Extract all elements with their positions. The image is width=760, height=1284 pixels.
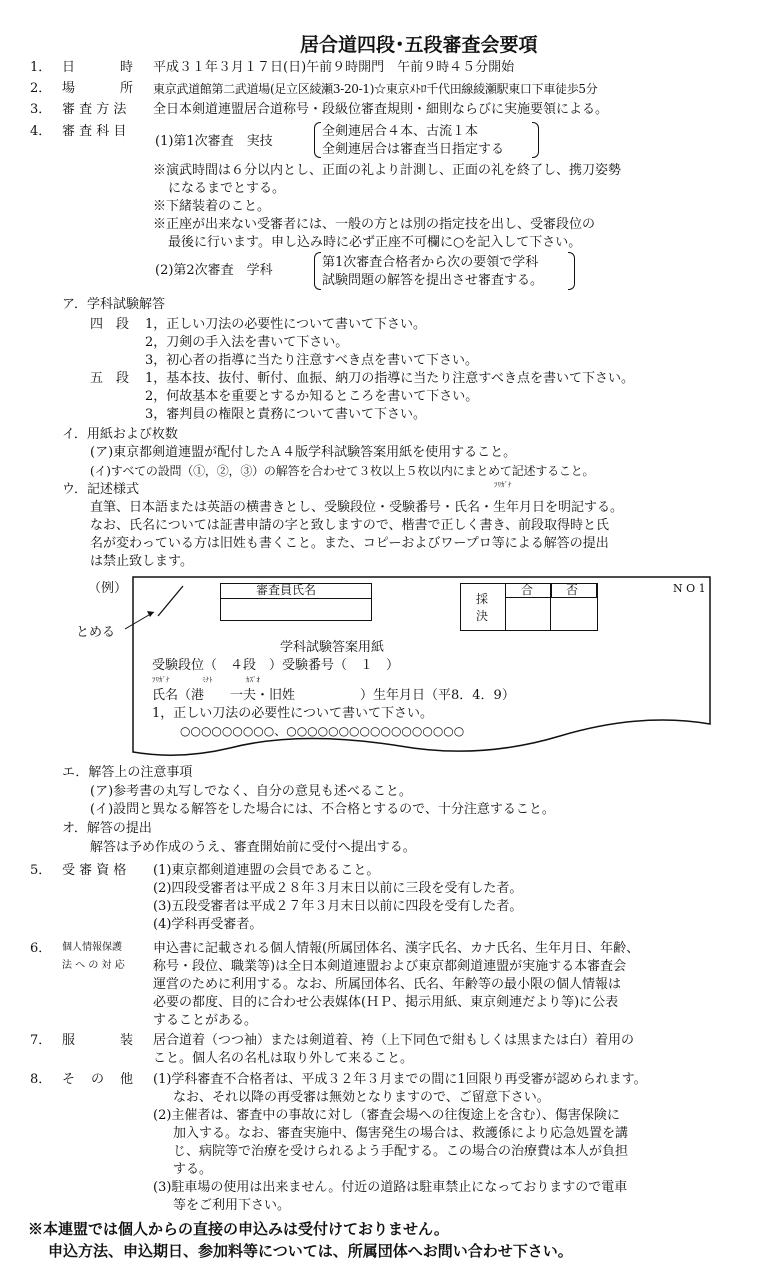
ruby-text: ｶｽﾞｵ bbox=[246, 676, 260, 684]
other-item: 等をご利用下さい。 bbox=[173, 1198, 291, 1213]
footer-notice: 申込方法、申込期日、参加料等については、所属団体へお問い合わせ下さい。 bbox=[48, 1242, 573, 1260]
section-label: 装 bbox=[120, 1033, 134, 1048]
section-label: 時 bbox=[120, 60, 134, 75]
other-item: する。 bbox=[173, 1162, 213, 1177]
fail-label: 否 bbox=[566, 583, 579, 597]
note-text: ※演武時間は６分以内とし、正面の礼より計測し、正面の礼を終了し、携刀姿勢 bbox=[153, 163, 622, 178]
section-number: 2． bbox=[30, 81, 52, 96]
question-item: 2，刀剣の手入法を書いて下さい。 bbox=[145, 335, 349, 350]
section-number: 4． bbox=[30, 124, 52, 139]
other-item: なお、それ以降の再受審は無効となりますので、ご留意下さい。 bbox=[173, 1090, 550, 1105]
grade-label: 五 段 bbox=[90, 371, 130, 386]
section-label: 他 bbox=[120, 1072, 134, 1087]
grade-label: 四 段 bbox=[90, 317, 130, 332]
caution-item: (イ)設問と異なる解答をした場合には、不合格とするので、十分注意すること。 bbox=[90, 802, 555, 817]
decision-divider bbox=[505, 583, 506, 630]
note-text: になるまでとする。 bbox=[168, 181, 286, 196]
section-label: 個人情報保護 bbox=[62, 942, 122, 953]
examiner-name-label: 審査員氏名 bbox=[256, 583, 317, 597]
section-number: 5． bbox=[30, 863, 52, 878]
attire-text: こと。個人名の名札は取り外して来ること。 bbox=[153, 1051, 414, 1066]
submission-text: 解答は予め作成のうえ、審査開始前に受付へ提出する。 bbox=[90, 840, 416, 855]
note-text: 最後に行います。申し込み時に必ず正座不可欄に○を記入して下さい。 bbox=[168, 235, 582, 250]
section-label: 法 へ の 対 応 bbox=[62, 960, 125, 971]
ruby-text: ﾐﾅﾄ bbox=[202, 676, 213, 684]
section-label: 審 査 科 目 bbox=[62, 124, 127, 139]
pass-label: 合 bbox=[521, 583, 534, 597]
note-text: ※下緒装着のこと。 bbox=[153, 199, 271, 214]
paper-rule: (イ)すべての設問（①，②，③）の解答を合わせて３枚以上５枚以内にまとめて記述すること。 bbox=[90, 464, 595, 478]
page-title: 居合道四段･五段審査会要項 bbox=[300, 34, 538, 56]
subsection-heading: ア．学科試験解答 bbox=[62, 297, 165, 312]
sheet-title: 学科試験答案用紙 bbox=[280, 640, 385, 655]
format-text: 名が変わっている方は旧姓も書くこと。また、コピーおよびワープロ等による解答の提出 bbox=[90, 536, 609, 551]
decision-label: 決 bbox=[476, 609, 489, 623]
section-label: 場 bbox=[62, 81, 76, 96]
first-exam-label: (1)第1次審査 実技 bbox=[155, 134, 273, 149]
decision-label: 採 bbox=[476, 592, 489, 606]
venue-text: 東京武道館第二武道場(足立区綾瀬3-20-1)☆東京ﾒﾄﾛ千代田線綾瀬駅東口下車徒歩5分 bbox=[153, 82, 598, 96]
privacy-text: 運営のために利用する。なお、所属団体名、氏名、年齢等の最小限の個人情報は bbox=[153, 977, 622, 992]
subsection-heading: オ．解答の提出 bbox=[62, 821, 152, 836]
decision-divider bbox=[550, 583, 551, 630]
sheet-grade-line: 受験段位（ ４段 ）受験番号（ １ ） bbox=[152, 658, 400, 673]
first-exam-detail: 全剣連居合４本、古流１本 bbox=[322, 124, 479, 139]
sheet-name-line: 氏名（港 一夫・旧姓 ）生年月日（平8．4．9） bbox=[152, 688, 515, 703]
question-item: 2，何故基本を重要とするか知るところを書いて下さい。 bbox=[145, 389, 479, 404]
format-text: 直筆、日本語または英語の横書きとし、受験段位・受験番号・氏名・生年月日を明記する。 bbox=[90, 500, 624, 515]
question-item: 3，初心者の指導に当たり注意すべき点を書いて下さい。 bbox=[145, 353, 479, 368]
second-exam-detail: 試験問題の解答を提出させ審査する。 bbox=[322, 273, 544, 288]
other-item: (2)主催者は、審査中の事故に対し（審査会場への往復途上を含む）、傷害保険に bbox=[153, 1108, 620, 1123]
question-item: 3，審判員の権限と責務について書いて下さい。 bbox=[145, 407, 427, 422]
attire-text: 居合道着（つつ袖）または剣道着、袴（上下同色で紺もしくは黒または白）着用の bbox=[153, 1033, 635, 1048]
privacy-text: 称号・段位、職業等)は全日本剣道連盟および東京都剣道連盟が実施する本審査会 bbox=[153, 959, 627, 974]
privacy-text: 申込書に記載される個人情報(所属団体名、漢字氏名、カナ氏名、生年月日、年齢、 bbox=[153, 941, 640, 956]
method-text: 全日本剣道連盟居合道称号・段級位審査規則・細則ならびに実施要領による。 bbox=[153, 102, 609, 117]
other-item: (3)駐車場の使用は出来ません。付近の道路は駐車禁止になっておりますので電車 bbox=[153, 1180, 628, 1195]
qualification-item: (4)学科再受審者。 bbox=[153, 917, 263, 932]
footer-notice: ※本連盟では個人からの直接の申込みは受付けておりません。 bbox=[28, 1220, 449, 1238]
section-number: 3． bbox=[30, 102, 52, 117]
caution-item: (ア)参考書の丸写しでなく、自分の意見も述べること。 bbox=[90, 784, 412, 799]
other-item: 加入する。なお、審査実施中、傷害発生の場合は、救護係により応急処置を講 bbox=[173, 1126, 629, 1141]
section-number: 1． bbox=[30, 60, 52, 75]
section-label: 服 bbox=[62, 1033, 76, 1048]
section-label: の bbox=[91, 1072, 105, 1087]
subsection-heading: エ．解答上の注意事項 bbox=[62, 765, 193, 780]
other-item: (1)学科審査不合格者は、平成３２年３月までの間に1回限り再受審が認められます。 bbox=[153, 1072, 647, 1087]
format-text: は禁止致します。 bbox=[90, 554, 193, 569]
note-text: ※正座が出来ない受審者には、一般の方とは別の指定技を出し、受審段位の bbox=[153, 217, 596, 232]
second-exam-detail: 第1次審査合格者から次の要領で学科 bbox=[322, 255, 539, 270]
section-label: 日 bbox=[62, 60, 76, 75]
format-text: なお、氏名については証書申請の字と致しますので、楷書で正しく書き、前段取得時と氏 bbox=[90, 518, 609, 533]
section-label: 審 査 方 法 bbox=[62, 102, 127, 117]
sheet-answer: ○○○○○○○○○、○○○○○○○○○○○○○○○○○ bbox=[180, 724, 465, 738]
ruby-text: ﾌﾘｶﾞﾅ bbox=[494, 481, 512, 489]
staple-label: とめる bbox=[76, 625, 116, 640]
date-time-text: 平成３１年３月１７日(日)午前９時開門 午前９時４５分開始 bbox=[153, 60, 515, 75]
sheet-number: N O 1 bbox=[673, 582, 706, 595]
section-number: 6． bbox=[30, 941, 52, 956]
question-item: 1，正しい刀法の必要性について書いて下さい。 bbox=[145, 317, 427, 332]
privacy-text: 必要の都度、目的に合わせ公表媒体(ＨＰ、掲示用紙、東京剣連だより等)に公表 bbox=[153, 995, 619, 1010]
privacy-text: することがある。 bbox=[153, 1013, 258, 1028]
other-item: じ、病院等で治療を受けられるよう手配する。この場合の治療費は本人が負担 bbox=[173, 1144, 629, 1159]
subsection-heading: ウ．記述様式 bbox=[62, 482, 139, 497]
qualification-item: (1)東京都剣道連盟の会員であること。 bbox=[153, 863, 380, 878]
ruby-text: ﾌﾘｶﾞﾅ bbox=[152, 676, 170, 684]
second-exam-label: (2)第2次審査 学科 bbox=[155, 263, 273, 278]
qualification-item: (2)四段受審者は平成２８年３月末日以前に三段を受有した者。 bbox=[153, 881, 523, 896]
section-number: 7． bbox=[30, 1033, 52, 1048]
qualification-item: (3)五段受審者は平成２７年３月末日以前に四段を受有した者。 bbox=[153, 899, 523, 914]
example-label: （例） bbox=[88, 581, 128, 596]
subsection-heading: イ．用紙および枚数 bbox=[62, 427, 178, 442]
sheet-question: 1，正しい刀法の必要性について書いて下さい。 bbox=[152, 706, 434, 721]
first-exam-detail: 全剣連居合は審査当日指定する bbox=[322, 142, 505, 157]
question-item: 1，基本技、抜付、斬付、血振、納刀の指導に当たり注意すべき点を書いて下さい。 bbox=[145, 371, 635, 386]
section-label: 受 審 資 格 bbox=[62, 863, 127, 878]
section-number: 8． bbox=[30, 1072, 52, 1087]
section-label: そ bbox=[62, 1072, 76, 1087]
paper-rule: (ア)東京都剣道連盟が配付したＡ４版学科試験答案用紙を使用すること。 bbox=[90, 445, 517, 460]
section-label: 所 bbox=[120, 81, 134, 96]
